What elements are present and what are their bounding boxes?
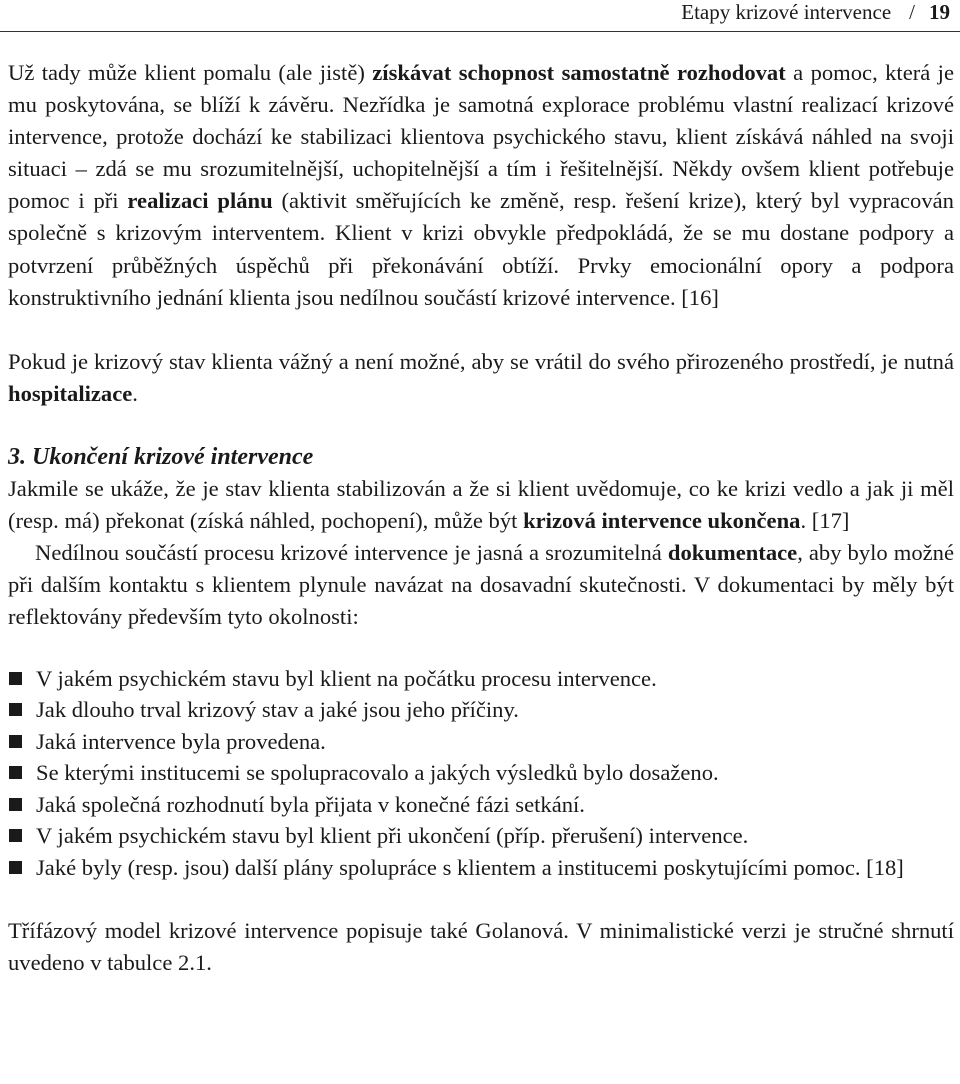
page-number: 19 bbox=[929, 0, 950, 24]
text-run: a pomoc, která je mu poskytována, se blíží k závěru. Nezřídka je samotná explorace problému vlastní realizací krizové intervence, protože dochází ke stabilizaci klientova psychického stavu, klient získává náhled na svoji situaci – zdá se mu srozumitelnější, uchopitelnější a tím i řešitelnější. Někdy ovšem klient potřebuje pomoc i při bbox=[8, 60, 954, 214]
square-bullet-icon bbox=[9, 703, 22, 716]
text-run: . bbox=[132, 380, 138, 406]
header-text bbox=[681, 0, 950, 25]
emphasis-decision-making: získávat schopnost samostatně rozhodovat bbox=[372, 60, 786, 85]
list-item-text: V jakém psychickém stavu byl klient při ukončení (příp. přerušení) intervence. bbox=[36, 823, 749, 848]
emphasis-hospitalization: hospitalizace bbox=[8, 380, 133, 406]
emphasis-termination: krizová intervence ukončena bbox=[523, 508, 801, 534]
paragraph-termination bbox=[8, 473, 954, 537]
paragraph-exploration bbox=[8, 57, 954, 314]
list-item bbox=[8, 694, 954, 726]
list-item-text: Jaká společná rozhodnutí byla přijata v konečné fázi setkání. bbox=[36, 791, 585, 817]
text-run: Jakmile se ukáže, že je stav klienta stabilizován a že si klient uvědomuje, co ke krizi vedlo a jak ji měl (resp. má) překonat (získá náhled, pochopení), může být bbox=[8, 476, 954, 534]
text-run: Třífázový model krizové intervence popisuje také Golanová. V minimalistické verzi je stručné shrnutí uvedeno v tabulce 2.1. bbox=[8, 918, 954, 976]
square-bullet-icon bbox=[9, 766, 22, 779]
text-run: . [17] bbox=[800, 508, 850, 534]
running-title: Etapy krizové intervence bbox=[681, 0, 892, 24]
header-rule bbox=[0, 31, 960, 32]
emphasis-documentation: dokumentace bbox=[667, 540, 798, 566]
paragraph-golanova-model bbox=[8, 915, 954, 979]
page-body bbox=[8, 57, 954, 979]
list-item bbox=[8, 757, 954, 789]
paragraph-spacer bbox=[8, 410, 954, 441]
square-bullet-icon bbox=[9, 829, 22, 842]
section-heading: 3. Ukončení krizové intervence bbox=[8, 443, 314, 470]
list-item-text: Jaké byly (resp. jsou) další plány spolupráce s klientem a institucemi poskytujícími pomoc. [18] bbox=[36, 854, 904, 880]
paragraph-hospitalization bbox=[8, 346, 954, 410]
square-bullet-icon bbox=[9, 672, 22, 685]
text-run: Pokud je krizový stav klienta vážný a není možné, aby se vrátil do svého přirozeného prostředí, je nutná bbox=[8, 348, 954, 374]
header-separator: / bbox=[909, 0, 915, 24]
list-item-text: Jaká intervence byla provedena. bbox=[36, 728, 326, 754]
list-item-text: V jakém psychickém stavu byl klient na počátku procesu intervence. bbox=[36, 665, 657, 691]
paragraph-spacer bbox=[8, 634, 954, 663]
documentation-checklist bbox=[8, 663, 954, 884]
square-bullet-icon bbox=[9, 861, 22, 874]
text-run: Nedílnou součástí procesu krizové intervence je jasná a srozumitelná bbox=[35, 540, 668, 566]
list-item bbox=[8, 789, 954, 821]
paragraph-spacer bbox=[8, 883, 954, 915]
list-item-text: Jak dlouho trval krizový stav a jaké jsou jeho příčiny. bbox=[36, 697, 519, 722]
running-header bbox=[0, 0, 960, 28]
list-item bbox=[8, 852, 954, 884]
list-item-text: Se kterými institucemi se spolupracovalo a jakých výsledků bylo dosaženo. bbox=[36, 760, 719, 785]
text-run: Už tady může klient pomalu (ale jistě) bbox=[8, 60, 373, 85]
square-bullet-icon bbox=[9, 798, 22, 811]
text-run: (aktivit směřujících ke změně, resp. řešení krize), který byl vypracován společně s krizovým interventem. Klient v krizi obvykle předpokládá, že se mu dostane podpory a potvrzení průběžných úspěchů při překonávání obtíží. Prvky emocionální opory a podpora konstruktivního jednání klienta jsou nedílnou součástí krizové intervence. [16] bbox=[8, 188, 954, 310]
list-item bbox=[8, 663, 954, 695]
square-bullet-icon bbox=[9, 735, 22, 748]
text-run: , aby bylo možné při dalším kontaktu s klientem plynule navázat na dosavadní skutečnosti. V dokumentaci by měly být reflektovány především tyto okolnosti: bbox=[8, 540, 955, 630]
list-item bbox=[8, 726, 954, 758]
paragraph-documentation bbox=[8, 537, 954, 633]
paragraph-spacer bbox=[8, 314, 954, 346]
list-item bbox=[8, 820, 954, 852]
emphasis-plan-realization: realizaci plánu bbox=[127, 188, 273, 214]
